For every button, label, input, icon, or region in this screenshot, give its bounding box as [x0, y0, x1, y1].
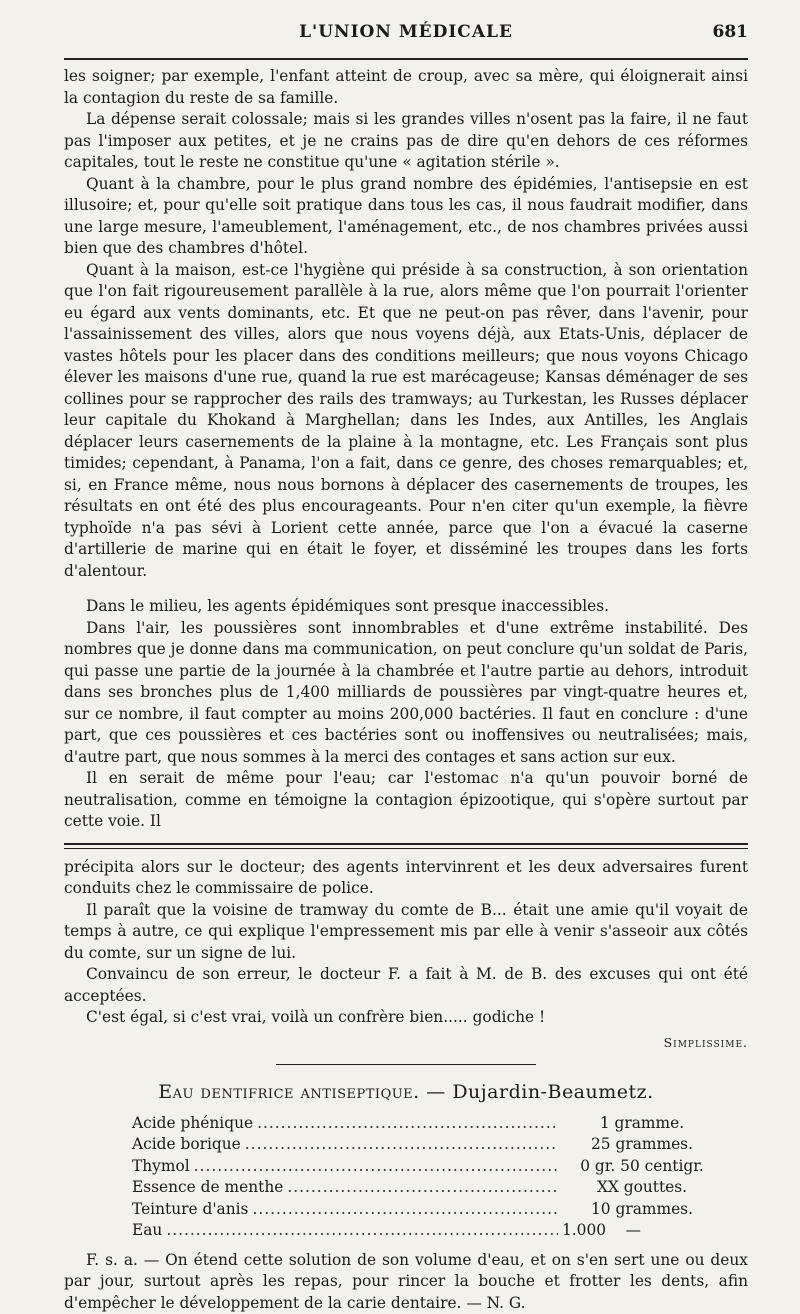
- section-two: [64, 596, 748, 833]
- ingredient-row: [132, 1134, 722, 1156]
- section-three: [64, 857, 748, 1029]
- ingredient-quantity: 10 grammes.: [562, 1199, 722, 1221]
- paragraph: Dans l'air, les poussières sont innombrables et d'une extrême instabilité. Des nombres que je donne dans ma communication, on peut conclure qu'un soldat de Paris, qui passe une partie de la journée à la chambrée et l'autre partie au dehors, introduit dans ses bronches plus de 1,400 milliards de poussières par vingt-quatre heures et, sur ce nombre, il faut compter au moins 200,000 bactéries. Il faut en conclure : d'une part, que ces poussières et ces bactéries sont ou inoffensives ou neutralisées; mais, d'autre part, que nous sommes à la merci des contages et sans action sur eux.: [64, 618, 748, 769]
- ingredient-row: [132, 1177, 722, 1199]
- ingredient-row: [132, 1199, 722, 1221]
- leader-dots: [245, 1134, 558, 1156]
- leader-dots: [257, 1113, 558, 1135]
- paragraph: précipita alors sur le docteur; des agents intervinrent et les deux adversaires furent conduits chez le commissaire de police.: [64, 857, 748, 900]
- recipe-instructions: [64, 1250, 748, 1314]
- recipe-dash: —: [420, 1081, 453, 1103]
- ingredient-quantity: XX gouttes.: [562, 1177, 722, 1199]
- running-header: [64, 0, 748, 50]
- ingredient-quantity: 0 gr. 50 centigr.: [562, 1156, 722, 1178]
- ingredient-name: Essence de menthe: [132, 1177, 283, 1199]
- paragraph: La dépense serait colossale; mais si les grandes villes n'osent pas la faire, il ne faut pas l'imposer aux petites, et je ne crains pas de dire qu'en dehors de ces réformes capitales, tout le reste ne constitue qu'une « agitation stérile ».: [64, 109, 748, 174]
- paragraph: F. s. a. — On étend cette solution de son volume d'eau, et on s'en sert une ou deux par jour, surtout après les repas, pour rincer la bouche et frotter les dents, afin d'empêcher le développement de la carie dentaire. — N. G.: [64, 1250, 748, 1314]
- paragraph: Dans le milieu, les agents épidémiques sont presque inaccessibles.: [64, 596, 748, 618]
- recipe-name: Eau dentifrice antiseptique.: [158, 1081, 419, 1103]
- page-number: 681: [713, 22, 749, 42]
- ingredient-name: Teinture d'anis: [132, 1199, 248, 1221]
- ingredient-quantity: 25 grammes.: [562, 1134, 722, 1156]
- ingredient-name: Eau: [132, 1220, 162, 1242]
- paragraph: Il en serait de même pour l'eau; car l'estomac n'a qu'un pouvoir borné de neutralisation, comme en témoigne la contagion épizootique, qui s'opère surtout par cette voie. Il: [64, 768, 748, 833]
- ingredient-name: Acide phénique: [132, 1113, 253, 1135]
- section-one: [64, 66, 748, 582]
- author-signature: Simplissime.: [64, 1035, 748, 1050]
- paragraph: les soigner; par exemple, l'enfant atteint de croup, avec sa mère, qui éloignerait ainsi la contagion du reste de sa famille.: [64, 66, 748, 109]
- header-rule: [64, 58, 748, 60]
- section-gap: [64, 582, 748, 596]
- column-divider-rule: [64, 843, 748, 849]
- recipe-author: Dujardin-Beaumetz.: [452, 1081, 653, 1103]
- ingredient-row: [132, 1113, 722, 1135]
- recipe-title: [64, 1081, 748, 1103]
- paragraph: Il paraît que la voisine de tramway du comte de B... était une amie qu'il voyait de temps à autre, ce qui explique l'empressement mis par elle à venir s'asseoir aux côtés du comte, sur un signe de lui.: [64, 900, 748, 965]
- ingredient-list: [132, 1113, 722, 1242]
- ingredient-row: [132, 1156, 722, 1178]
- ingredient-quantity: 1.000 —: [562, 1220, 722, 1242]
- journal-title: L'UNION MÉDICALE: [64, 22, 748, 42]
- paragraph: Convaincu de son erreur, le docteur F. a fait à M. de B. des excuses qui ont été acceptées.: [64, 964, 748, 1007]
- ingredient-row: [132, 1220, 722, 1242]
- paragraph: Quant à la chambre, pour le plus grand nombre des épidémies, l'antisepsie en est illusoire; et, pour qu'elle soit pratique dans tous les cas, il nous faudrait modifier, dans une large mesure, l'ameublement, l'aménagement, etc., de nos chambres privées aussi bien que des chambres d'hôtel.: [64, 174, 748, 260]
- leader-dots: [287, 1177, 558, 1199]
- short-rule: [276, 1064, 536, 1065]
- leader-dots: [166, 1220, 558, 1242]
- ingredient-name: Acide borique: [132, 1134, 241, 1156]
- leader-dots: [252, 1199, 558, 1221]
- leader-dots: [194, 1156, 558, 1178]
- paragraph: Quant à la maison, est-ce l'hygiène qui préside à sa construction, à son orientation que l'on fait rigoureusement parallèle à la rue, alors même que l'on pourrait l'orienter eu égard aux vents dominants, etc. Et que ne peut-on pas rêver, dans l'avenir, pour l'assainissement des villes, alors que nous voyens déjà, aux Etats-Unis, déplacer de vastes hôtels pour les placer dans des conditions meilleurs; que nous voyons Chicago élever les maisons d'une rue, quand la rue est marécageuse; Kansas déménager de ses collines pour se rapprocher des rails des tramways; au Turkestan, les Russes déplacer leur capitale du Khokand à Marghellan; dans les Indes, aux Antilles, les Anglais déplacer leurs casernements de la plaine à la montagne, etc. Les Français sont plus timides; cependant, à Panama, l'on a fait, dans ce genre, des choses remarquables; et, si, en France même, nous nous bornons à déplacer des casernements de troupes, les résultats en ont été des plus encourageants. Pour n'en citer qu'un exemple, la fièvre typhoïde n'a pas sévi à Lorient cette année, parce que l'on a évacué la caserne d'artillerie de marine qui en était le foyer, et disséminé les troupes dans les forts d'alentour.: [64, 260, 748, 583]
- ingredient-name: Thymol: [132, 1156, 190, 1178]
- ingredient-quantity: 1 gramme.: [562, 1113, 722, 1135]
- paragraph: C'est égal, si c'est vrai, voilà un confrère bien..... godiche !: [64, 1007, 748, 1029]
